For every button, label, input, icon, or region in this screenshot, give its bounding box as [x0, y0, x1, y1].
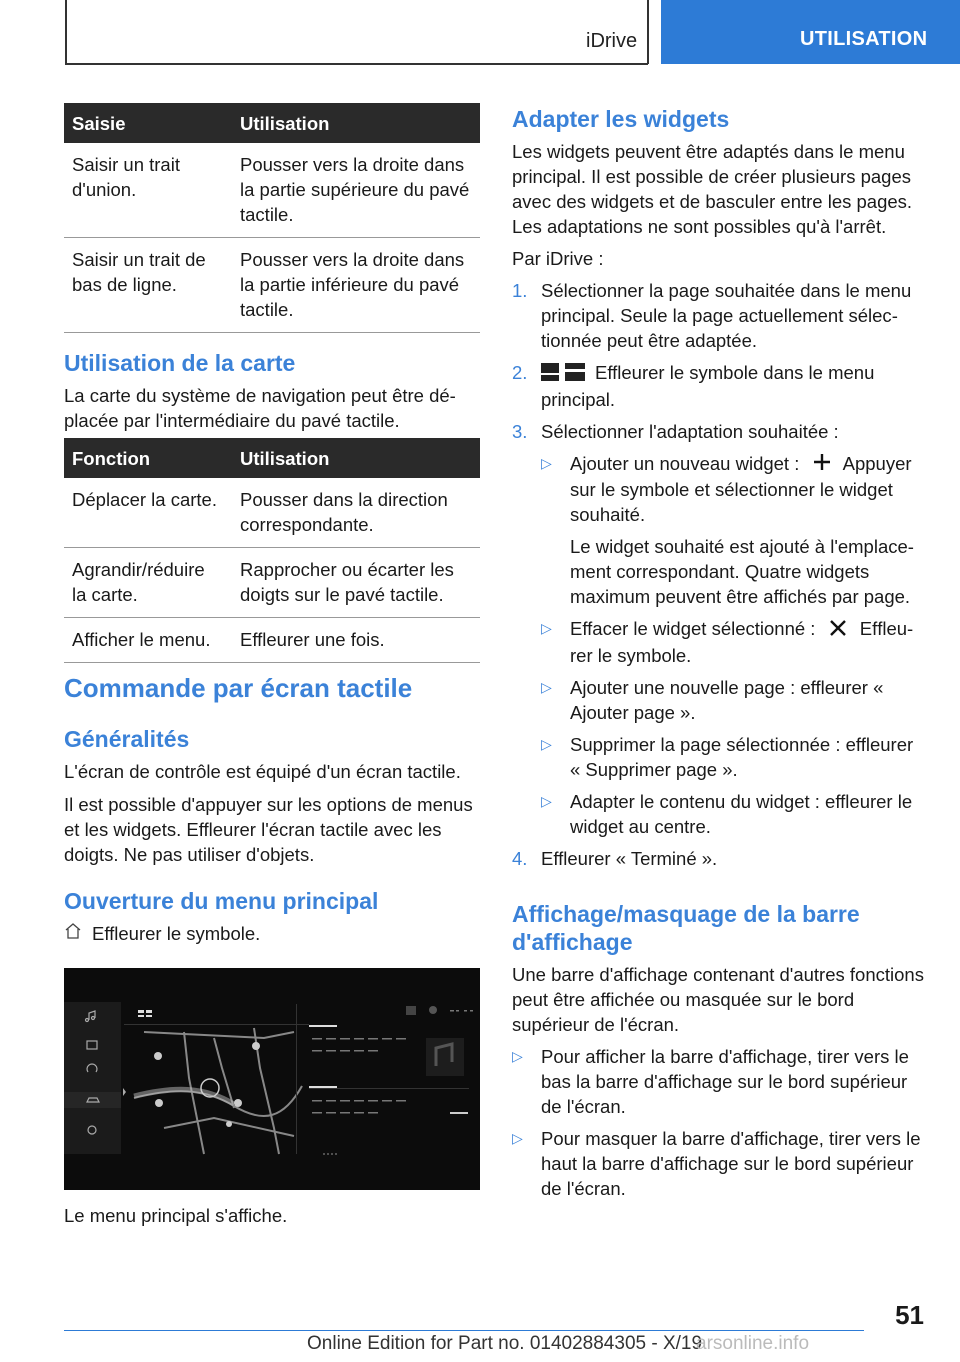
- paragraph: Les widgets peuvent être adaptés dans le menu principal. Il est possible de créer plusieurs pages avec des widgets et de basculer entre les pages. Les adaptations ne sont possibles qu'à l'arrêt.: [512, 141, 913, 237]
- list-item: [512, 1044, 928, 1119]
- section-heading: Utilisation de la carte: [64, 350, 296, 376]
- map-section: [64, 349, 480, 433]
- section-heading: Adapter les widgets: [512, 106, 730, 132]
- paragraph: Il est possible d'appuyer sur les options de menus et les widgets. Effleurer l'écran tactile avec les doigts. Ne pas utiliser d'objets.: [64, 794, 473, 865]
- table-header-row: [64, 438, 480, 478]
- table-cell: Effleurer une fois.: [232, 618, 480, 663]
- table-row: [64, 238, 480, 333]
- caption: Le menu principal s'affiche.: [64, 1205, 288, 1226]
- paragraph: Effleurer le symbole.: [92, 923, 261, 944]
- header-divider: [647, 0, 649, 64]
- section-heading: Généralités: [64, 726, 190, 752]
- map-table: [64, 438, 480, 663]
- list-item: [541, 451, 928, 528]
- input-table-wrap: [64, 103, 480, 333]
- chapter-heading: Commande par écran tactile: [64, 673, 413, 703]
- touch-section: [64, 673, 480, 946]
- step-number: 2.: [512, 362, 528, 383]
- table-row: [64, 618, 480, 663]
- table-header-cell: Fonction: [64, 438, 232, 478]
- section-heading: Affichage/masquage de la barre d'affichage: [512, 901, 860, 955]
- sub-text: Effacer le widget sélectionné :: [570, 618, 816, 640]
- table-cell: Afficher le menu.: [64, 618, 232, 663]
- table-header-cell: Saisie: [64, 103, 232, 143]
- list-item: [512, 360, 928, 412]
- section-heading: Ouverture du menu principal: [64, 888, 379, 914]
- table-cell: Saisir un trait d'union.: [64, 143, 232, 238]
- watermark: arsonline.info: [696, 1333, 810, 1354]
- header-bottom-rule: [65, 63, 648, 65]
- triangle-bullet-icon: ▷: [512, 1130, 523, 1146]
- step-text: Sélectionner l'adaptation souhaitée :: [541, 420, 839, 442]
- list-item: [512, 419, 928, 444]
- sub-list: [541, 451, 928, 839]
- table-header-cell: Utilisation: [232, 438, 480, 478]
- open-step: [64, 921, 480, 946]
- sub-body: [570, 616, 928, 668]
- table-row: [64, 143, 480, 238]
- plus-icon: [813, 452, 831, 477]
- paragraph: La carte du système de navigation peut être déplacée par l'intermédiaire du pavé tactile.: [64, 385, 456, 431]
- list-item: [512, 846, 928, 871]
- close-icon: [829, 618, 847, 643]
- table-cell: Pousser dans la direction correspondante.: [232, 478, 480, 548]
- sub-text: Efﬂeurer le symbole.: [570, 618, 914, 666]
- triangle-bullet-icon: ▷: [541, 735, 552, 752]
- list-item: [541, 789, 928, 839]
- widgets-section: [512, 105, 928, 871]
- step-text: Effleurer le symbole dans le menu principal.: [541, 362, 875, 410]
- triangle-bullet-icon: ▷: [541, 454, 552, 471]
- step-number: 4.: [512, 847, 528, 869]
- table-row: [64, 548, 480, 618]
- caption-wrap: [64, 1203, 480, 1228]
- input-table: [64, 103, 480, 333]
- triangle-bullet-icon: ▷: [512, 1048, 523, 1064]
- step-number: 3.: [512, 420, 528, 442]
- bullet-text: Pour afficher la barre d'affichage, tirer vers le bas la barre d'affichage sur le bord supérieur de l'écran.: [541, 1046, 909, 1117]
- sub-text: Adapter le contenu du widget : effleurer le widget au centre.: [570, 790, 913, 837]
- step-body: [541, 360, 928, 412]
- bar-section: [512, 900, 928, 1201]
- bullet-text: Pour masquer la barre d'affichage, tirer vers le haut la barre d'affichage sur le bord supérieur de l'écran.: [541, 1128, 921, 1199]
- list-item: [512, 278, 928, 353]
- step-text: Effleurer « Terminé ».: [541, 847, 718, 869]
- table-row: [64, 478, 480, 548]
- table-cell: Déplacer la carte.: [64, 478, 232, 548]
- table-cell: Pousser vers la droite dans la partie supérieure du pavé tactile.: [232, 143, 480, 238]
- page-number: 51: [895, 1300, 924, 1330]
- triangle-bullet-icon: ▷: [541, 620, 552, 637]
- step-text: Sélectionner la page souhaitée dans le menu principal. Seule la page actuellement sélectionnée peut être adaptée.: [541, 280, 912, 351]
- sub-text: Appuyer sur le symbole et sélectionner le widget souhaité.: [570, 452, 912, 526]
- step-number: 1.: [512, 280, 528, 301]
- footer-edition: Online Edition for Part no. 01402884305 - X/19: [307, 1333, 703, 1354]
- header-chapter-tab: UTILISATION: [661, 0, 960, 64]
- list-item: [541, 732, 928, 782]
- sub-body: [570, 451, 928, 528]
- table-cell: Rapprocher ou écarter les doigts sur le pavé tactile.: [232, 548, 480, 618]
- sub-text: Ajouter une nouvelle page : effleurer « Ajouter page ».: [570, 676, 884, 723]
- list-item: [541, 675, 928, 725]
- sub-text: Ajouter un nouveau widget :: [570, 452, 800, 474]
- paragraph: L'écran de contrôle est équipé d'un écran tactile.: [64, 761, 461, 782]
- paragraph: Par iDrive :: [512, 248, 604, 269]
- main-menu-screenshot: [64, 968, 480, 1190]
- table-header-cell: Utilisation: [232, 103, 480, 143]
- triangle-bullet-icon: ▷: [541, 678, 552, 695]
- list-item: [541, 616, 928, 668]
- paragraph: Le widget souhaité est ajouté à l'emplacement correspondant. Quatre widgets maximum peuvent être affichés par page.: [570, 536, 914, 608]
- footer-rule: [64, 1330, 864, 1331]
- paragraph: Une barre d'affichage contenant d'autres fonctions peut être affichée ou masquée sur le bord supérieur de l'écran.: [512, 964, 924, 1035]
- sub-text: Supprimer la page sélectionnée : effleurer « Supprimer page ».: [570, 733, 914, 780]
- header-section: iDrive: [586, 30, 638, 52]
- triangle-bullet-icon: ▷: [541, 792, 552, 809]
- widgets-menu-icon: [541, 362, 585, 387]
- home-icon: [64, 922, 92, 945]
- list-item: [512, 1126, 928, 1201]
- table-cell: Saisir un trait de bas de ligne.: [64, 238, 232, 333]
- table-cell: Pousser vers la droite dans la partie inférieure du pavé tactile.: [232, 238, 480, 333]
- map-table-wrap: [64, 438, 480, 663]
- table-cell: Agrandir/réduire la carte.: [64, 548, 232, 618]
- table-header-row: [64, 103, 480, 143]
- header-left-rule: [65, 0, 67, 64]
